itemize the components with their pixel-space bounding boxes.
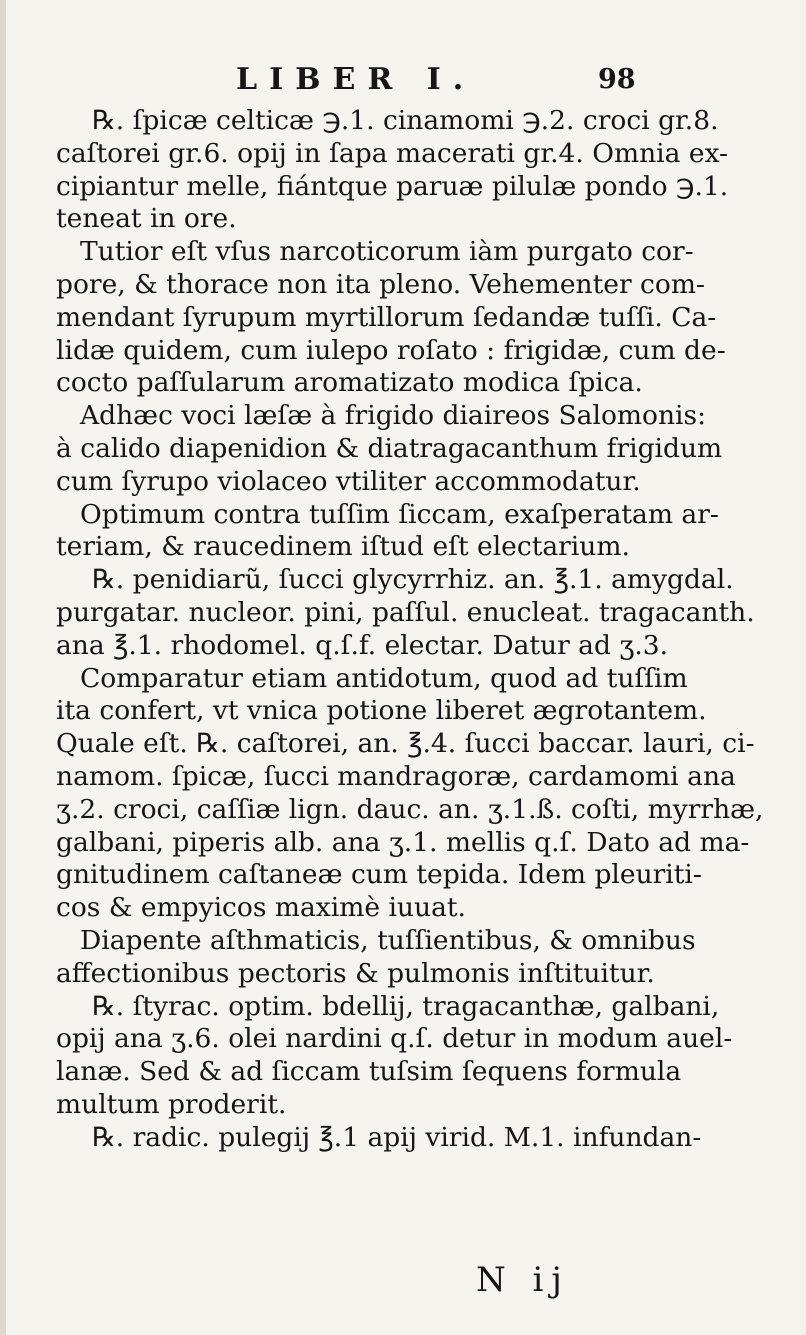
text-line: lanæ. Sed & ad ſiccam tuſsim ſequens formula	[56, 1056, 682, 1088]
text-line: cos & empyicos maximè iuuat.	[56, 892, 466, 924]
signature-mark: N ij	[476, 1260, 570, 1300]
text-line: mendant ſyrupum myrtillorum ſedandæ tuſſi. Ca-	[56, 301, 717, 333]
text-line: cocto paſſularum aromatizato modica ſpica.	[56, 367, 643, 399]
text-line: ʒ.2. croci, caſſiæ lign. dauc. an. ʒ.1.ß. coſti, myrrhæ,	[56, 793, 764, 825]
text-line: ana ℥.1. rhodomel. q.ſ.f. electar. Datur ad ʒ.3.	[56, 629, 669, 661]
text-line: ita confert, vt vnica potione liberet ægrotantem.	[56, 695, 707, 727]
text-line: pore, & thorace non ita pleno. Vehementer com-	[56, 268, 705, 300]
text-line: gnitudinem caſtaneæ cum tepida. Idem pleuriti-	[56, 859, 702, 891]
text-line: Diapente aſthmaticis, tuſſientibus, & omnibus	[80, 924, 696, 956]
page-header	[6, 58, 806, 102]
text-line: Optimum contra tuſſim ſiccam, exaſperatam ar-	[80, 498, 719, 530]
text-line: opij ana ʒ.6. olei nardini q.ſ. detur in modum auel-	[56, 1023, 733, 1055]
text-line: teneat in ore.	[56, 203, 237, 235]
text-line: purgatar. nucleor. pini, paſſul. enucleat. tragacanth.	[56, 596, 755, 628]
running-head: LIBER I.	[236, 62, 476, 97]
text-line: teriam, & raucedinem iſtud eſt electarium.	[56, 531, 630, 563]
text-line: Comparatur etiam antidotum, quod ad tuſſim	[80, 662, 688, 694]
text-line: cipiantur melle, fiántque paruæ pilulæ pondo ℈.1.	[56, 170, 729, 202]
text-line: lidæ quidem, cum iulepo roſato : frigidæ, cum de-	[56, 334, 726, 366]
text-line: ℞. ſpicæ celticæ ℈.1. cinamomi ℈.2. croci gr.8.	[92, 105, 719, 136]
text-line: Quale eſt. ℞. caſtorei, an. ℥.4. ſucci baccar. lauri, ci-	[56, 728, 755, 760]
text-line: caſtorei gr.6. opij in ſapa macerati gr.4. Omnia ex-	[56, 137, 728, 169]
text-line: affectionibus pectoris & pulmonis inſtituitur.	[56, 957, 655, 989]
page-number: 98	[598, 64, 636, 95]
body-text	[56, 105, 764, 1155]
text-line: Adhæc voci læſæ à frigido diaireos Salomonis:	[80, 400, 707, 432]
text-line: ℞. penidiarũ, ſucci glycyrrhiz. an. ℥.1. amygdal.	[92, 564, 734, 596]
text-line: namom. ſpicæ, ſucci mandragoræ, cardamomi ana	[56, 760, 736, 792]
text-line: multum proderit.	[56, 1088, 287, 1120]
text-line: ℞. radic. pulegij ℥.1 apij virid. M.1. infundan-	[92, 1121, 702, 1153]
text-line: à calido diapenidion & diatragacanthum frigidum	[56, 432, 723, 464]
text-line: Tutior eſt vſus narcoticorum iàm purgato cor-	[80, 236, 694, 268]
text-line: galbani, piperis alb. ana ʒ.1. mellis q.ſ. Dato ad ma-	[56, 826, 750, 858]
text-line: cum ſyrupo violaceo vtiliter accommodatur.	[56, 465, 641, 497]
text-line: ℞. ſtyrac. optim. bdellij, tragacanthæ, galbani,	[92, 990, 720, 1022]
